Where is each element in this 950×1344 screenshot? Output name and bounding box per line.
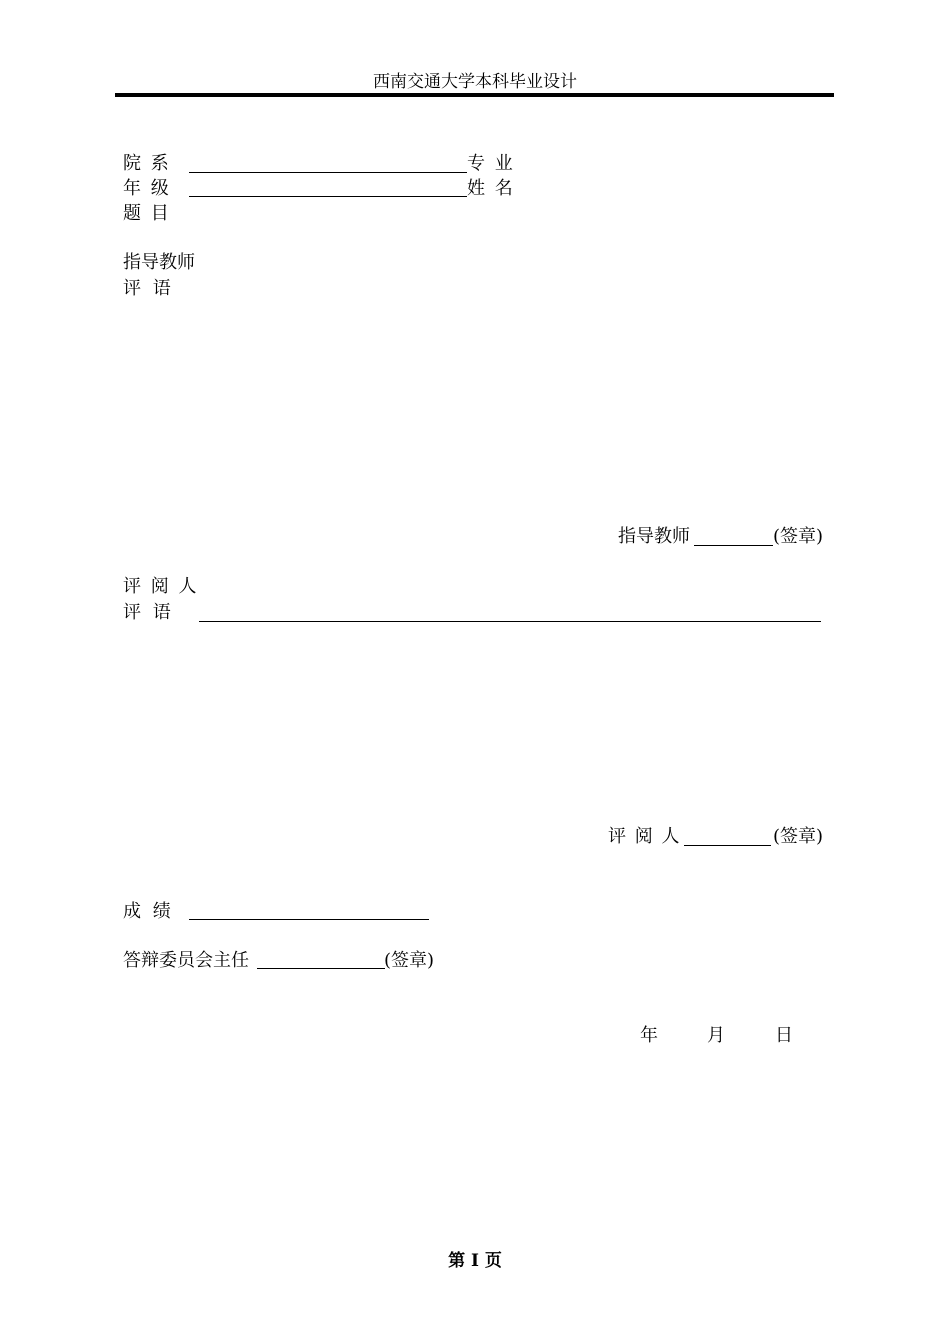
score-field-line[interactable] <box>189 919 429 920</box>
page-number: 第 I 页 <box>448 1251 502 1271</box>
reviewer-comment-line[interactable] <box>199 621 821 622</box>
reviewer-signature-line[interactable] <box>684 845 771 846</box>
page-header-title: 西南交通大学本科毕业设计 <box>373 72 577 92</box>
reviewer-label: 评 阅 人 <box>123 576 197 597</box>
grade-level-label: 年 级 <box>123 178 169 199</box>
reviewer-signature-label: 评 阅 人 <box>608 826 680 847</box>
committee-seal-label: (签章) <box>384 950 435 971</box>
date-month-label: 月 <box>707 1025 725 1046</box>
reviewer-seal-label: (签章) <box>773 826 824 847</box>
score-label: 成 绩 <box>123 901 171 922</box>
advisor-seal-label: (签章) <box>773 526 824 547</box>
department-label: 院 系 <box>123 153 169 174</box>
reviewer-comment-label: 评 语 <box>123 602 171 623</box>
major-label: 专 业 <box>467 153 513 174</box>
topic-label: 题 目 <box>123 203 169 224</box>
date-day-label: 日 <box>775 1025 793 1046</box>
committee-chair-signature-line[interactable] <box>257 968 385 969</box>
advisor-label: 指导教师 <box>123 252 195 273</box>
advisor-signature-line[interactable] <box>694 545 773 546</box>
advisor-comment-label: 评 语 <box>123 278 171 299</box>
advisor-signature-label: 指导教师 <box>618 526 690 547</box>
department-field-line[interactable] <box>189 172 467 173</box>
name-label: 姓 名 <box>467 178 513 199</box>
committee-chair-label: 答辩委员会主任 <box>123 950 249 971</box>
header-rule <box>115 93 834 97</box>
grade-level-field-line[interactable] <box>189 196 467 197</box>
date-year-label: 年 <box>640 1025 658 1046</box>
